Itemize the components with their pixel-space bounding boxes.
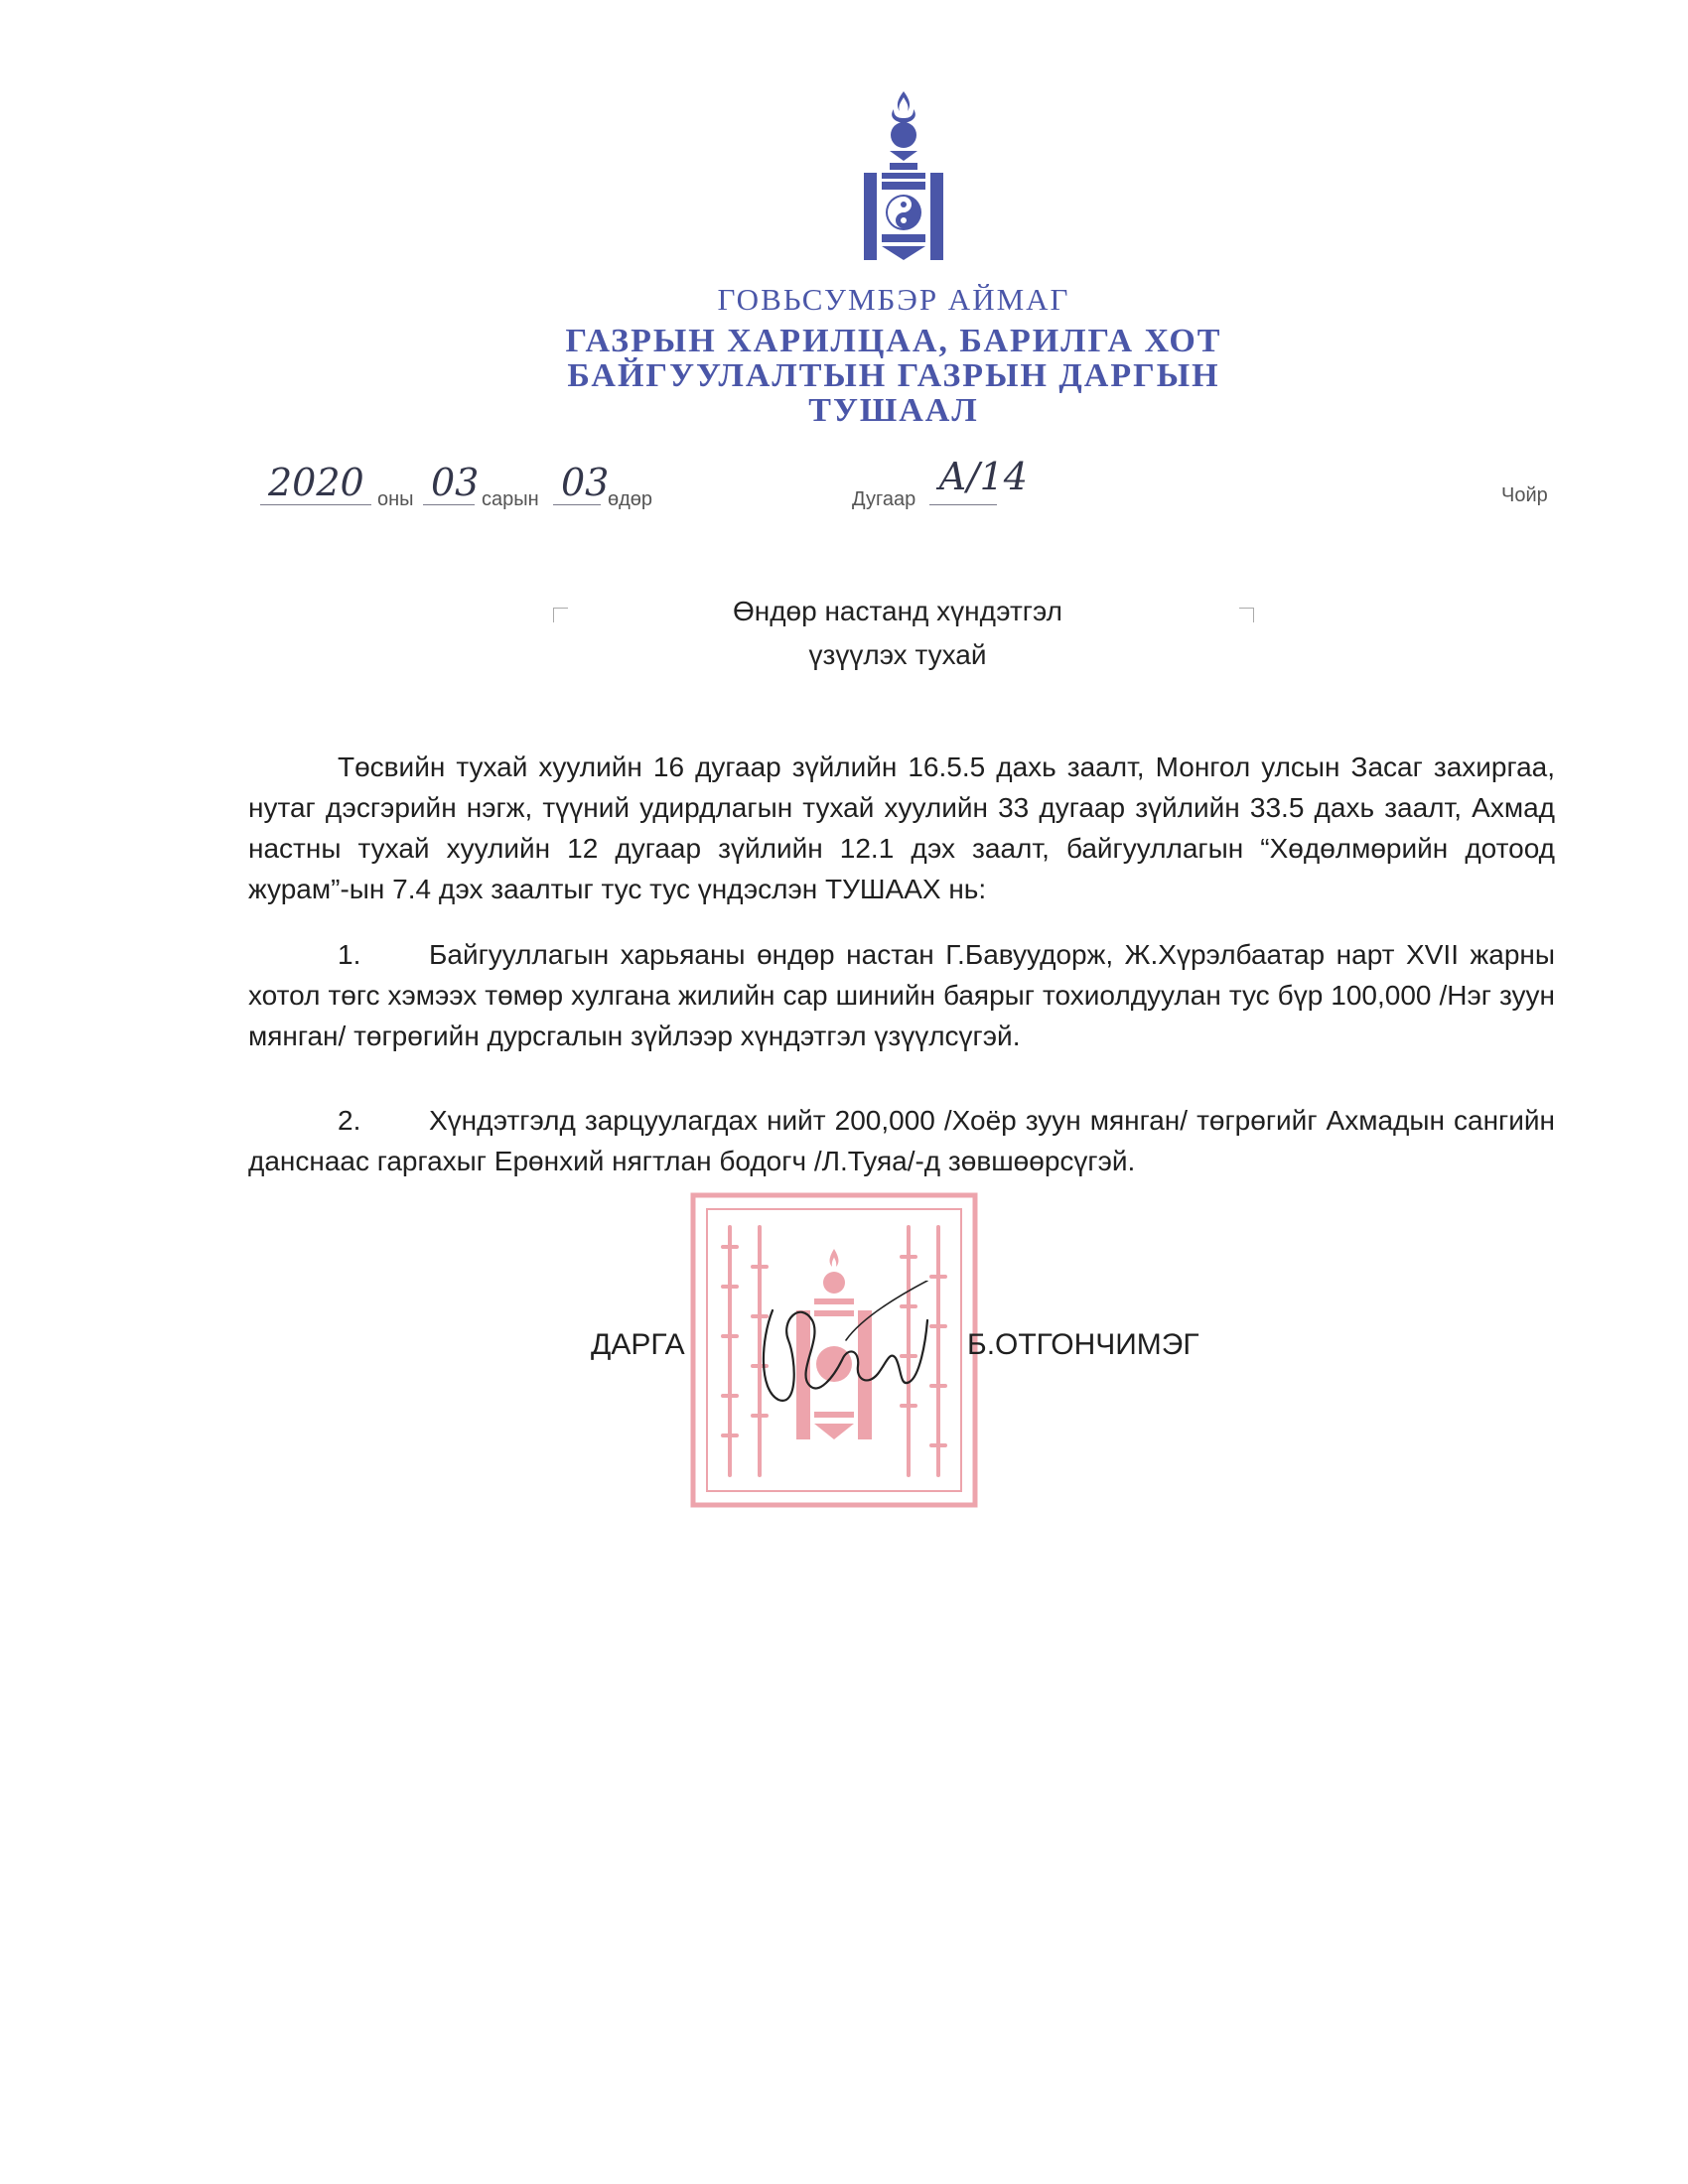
subject-line2: үзүүлэх тухай [808, 639, 987, 670]
organization-name-line2: БАЙГУУЛАЛТЫН ГАЗРЫН ДАРГЫН [567, 357, 1220, 394]
date-month: 03 [431, 461, 480, 504]
number-label: Дугаар [852, 488, 916, 510]
soyombo-emblem-icon [854, 89, 953, 263]
date-number-line [0, 455, 1688, 524]
item-number: 1. [338, 939, 361, 970]
date-year: 2020 [268, 461, 364, 504]
aimag-name: ГОВЬСУМБЭР АЙМАГ [717, 282, 1070, 317]
day-label: өдөр [608, 488, 653, 510]
signature-mark [751, 1281, 929, 1420]
order-item-2 [248, 1100, 1555, 1181]
month-label: сарын [482, 488, 539, 510]
intro-paragraph: Төсвийн тухай хуулийн 16 дугаар зүйлийн 16.5.5 дахь заалт, Монгол улсын Засаг захиргаа, нутаг дэсгэрийн нэгж, түүний удирдлагын тухай хуулийн 33 дугаар зүйлийн 33.5 дахь заалт, Ахмад настны тухай хуулийн 12 дугаар зүйлийн 12.1 дэх заалт, байгууллагын “Хөдөлмөрийн дотоод журам”-ын 7.4 дэх заалтыг тус тус үндэслэн ТУШААХ нь: [248, 751, 1555, 904]
date-day: 03 [561, 461, 610, 504]
document-type: ТУШААЛ [808, 392, 979, 429]
signatory-title: ДАРГА [591, 1328, 685, 1361]
organization-name-line1: ГАЗРЫН ХАРИЛЦАА, БАРИЛГА ХОТ [565, 323, 1222, 359]
order-number: А/14 [938, 455, 1028, 498]
item-text: Байгууллагын харьяаны өндөр настан Г.Бавуудорж, Ж.Хүрэлбаатар нарт XVII жарны хотол төгс хэмээх төмөр хулгана жилийн сар шинийн баярыг тохиолдуулан тус бүр 100,000 /Нэг зуун мянган/ төгрөгийн дурсгалын зүйлээр хүндэтгэл үзүүлсүгэй. [248, 939, 1555, 1051]
subject-line1: Өндөр настанд хүндэтгэл [732, 596, 1063, 626]
place-name: Чойр [1501, 484, 1548, 506]
year-label: оны [377, 488, 414, 510]
signatory-name: Б.ОТГОНЧИМЭГ [967, 1328, 1199, 1361]
item-number: 2. [338, 1105, 361, 1136]
order-item-1 [248, 934, 1555, 1056]
item-text: Хүндэтгэлд зарцуулагдах нийт 200,000 /Хоёр зуун мянган/ төгрөгийг Ахмадын сангийн данснаас гаргахыг Ерөнхий нягтлан бодогч /Л.Туяа/-д зөвшөөрсүгэй. [248, 1105, 1555, 1176]
